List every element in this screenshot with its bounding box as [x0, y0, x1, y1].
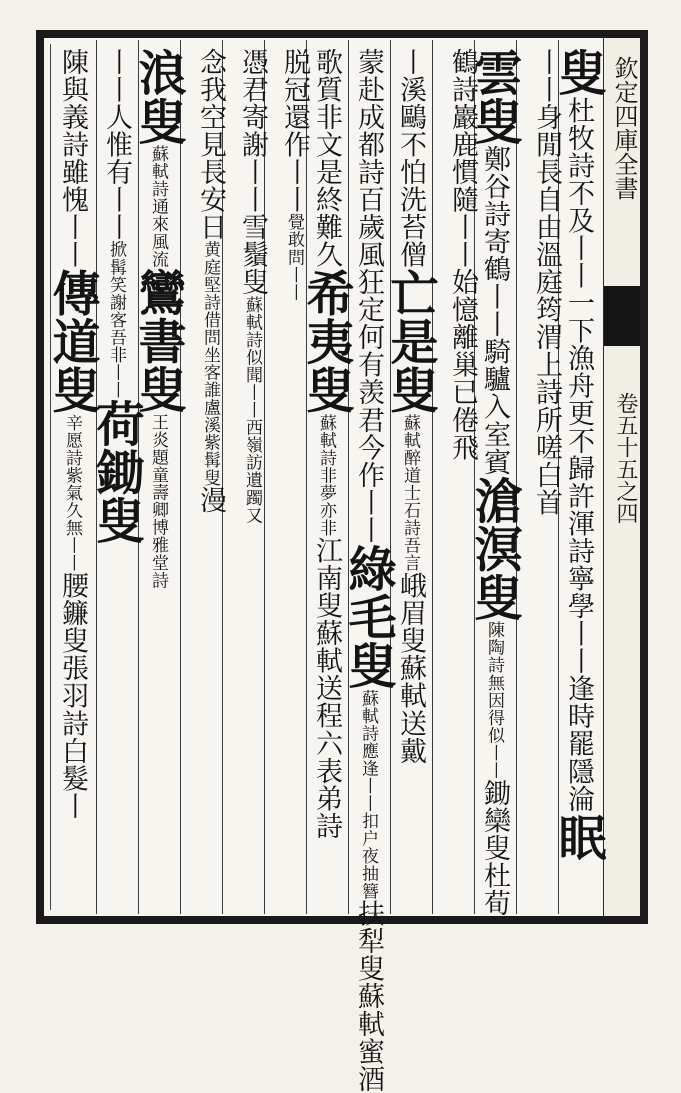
column-text: 杜牧詩不及丨丨一下漁舟更不歸許渾詩寧學丨丨逢時罷隱淪	[563, 96, 594, 813]
entry-head: 傳道叟	[44, 268, 100, 414]
column-end: 峨眉叟蘇軾送戴	[395, 571, 426, 765]
column-text: 丨丨身閒長自由溫庭筠渭上詩所嗟白首	[531, 48, 562, 517]
entry-head: 眠	[550, 812, 606, 862]
margin-title: 欽定四庫全書	[610, 56, 638, 200]
column-text: 蒙赴成都詩百歲風狂定何有羡君今作丨丨	[353, 48, 384, 544]
column-text: 念我空見長安日	[195, 48, 226, 241]
text-column-2	[518, 48, 560, 908]
text-column-7	[298, 48, 354, 908]
column-text: 陳與義詩雖愧丨丨	[57, 48, 88, 269]
column-note: 陳陶詩無因得似丨丨	[484, 621, 504, 780]
column-text: 脱冠還作丨丨	[279, 48, 310, 214]
column-end: 腰鐮叟張羽詩白髮丨	[57, 571, 88, 820]
column-note: 蘇軾詩通來風流	[148, 145, 168, 268]
column-end: 扶犁叟蘇軾蜜酒	[353, 899, 384, 1093]
entry-head: 綠毛叟	[340, 543, 396, 690]
border-right	[640, 30, 648, 924]
margin-volume: 卷五十五之四	[613, 392, 638, 524]
text-column-9	[224, 48, 266, 908]
column-note: 蘇軾醉道士石詩吾言	[400, 413, 420, 572]
entry-head: 滄溟叟	[466, 475, 522, 622]
entry-head: 鸞書叟	[130, 267, 186, 414]
border-top	[36, 30, 648, 38]
entry-head: 浪叟	[130, 48, 186, 146]
entry-head: 希夷叟	[298, 268, 354, 414]
text-column-5	[382, 48, 438, 908]
margin-band	[603, 286, 640, 346]
column-note: 黄庭堅詩借問坐客誰盧溪紫髯叟	[200, 240, 220, 487]
column-note: 蘇軾詩應逢丨丨扣户夜抽簪	[358, 689, 378, 900]
column-text: 憑君寄謝丨丨雪鬚叟	[237, 48, 268, 296]
column-note: 蘇軾詩似聞丨丨西嶺訪遺躅又	[242, 295, 262, 524]
text-column-1	[550, 48, 606, 908]
column-text: 歌質非文是終難久	[311, 48, 342, 269]
column-note: 掀髯笑謝客吾非丨丨	[106, 240, 126, 399]
column-note: 覺敢問丨丨	[284, 213, 304, 301]
text-column-6	[340, 48, 396, 1093]
text-column-4	[434, 48, 476, 908]
column-note: 王炎題童壽卿博雅堂詩	[148, 413, 168, 589]
column-text: 鄭谷詩寄鶴丨丨騎驢入室賓	[479, 145, 510, 476]
column-note	[32, 241, 52, 364]
margin-line	[603, 38, 604, 916]
column-text: 丨溪鷗不怕洗苔僧	[395, 48, 426, 269]
entry-head: 亡是叟	[382, 268, 438, 414]
column-text	[27, 48, 58, 241]
text-column-8	[266, 48, 308, 908]
text-column-12	[88, 48, 144, 908]
border-bottom	[36, 916, 648, 924]
text-column-13	[44, 48, 100, 908]
entry-head: 荷鋤叟	[88, 398, 144, 545]
entry-head: 叟	[550, 48, 606, 97]
column-text: 丨丨人惟有丨丨	[101, 48, 132, 241]
column-note: 蘇軾詩非夢亦非	[316, 413, 336, 537]
column-end: 鋤欒叟杜荀	[479, 779, 510, 917]
text-column-11	[130, 48, 186, 908]
column-note: 辛愿詩紫氣久無丨丨	[62, 413, 82, 572]
entry-head: 雲叟	[466, 48, 522, 146]
text-column-10	[182, 48, 224, 908]
column-end: 江南叟蘇軾送程六表弟詩	[311, 536, 342, 840]
column-text: 鶴詩巖鹿慣隨丨丨始憶離巢已倦飛	[447, 48, 478, 462]
column-end: 漫	[195, 486, 226, 514]
text-column-3	[466, 48, 522, 917]
